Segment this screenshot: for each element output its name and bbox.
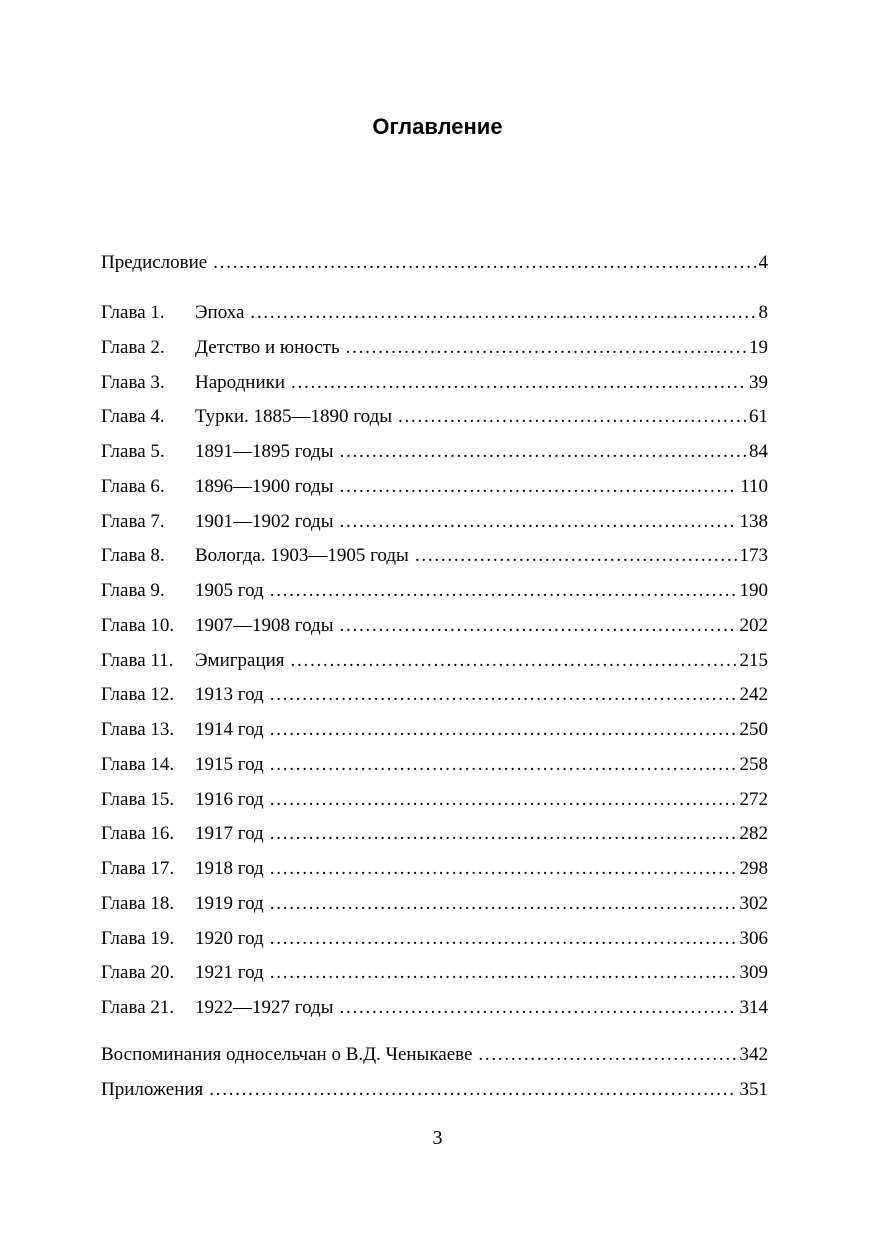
- dot-leader: [270, 787, 737, 813]
- toc-entry-page: 110: [740, 475, 768, 497]
- toc-entry-title: Воспоминания односельчан о В.Д. Ченыкаеве: [101, 1044, 473, 1065]
- page-title: Оглавление: [372, 114, 503, 139]
- chapter-label: Глава 18.: [101, 892, 175, 914]
- dot-leader: [270, 717, 737, 743]
- toc-entry-page: 8: [758, 302, 768, 323]
- toc-entry-page: 314: [739, 997, 768, 1018]
- toc-entry-page: 309: [739, 962, 768, 984]
- toc-entry-title: 1920 год: [195, 927, 264, 949]
- dot-leader: [339, 474, 737, 500]
- dot-leader: [478, 1042, 736, 1068]
- toc-entry-page: 306: [739, 927, 768, 949]
- dot-leader: [339, 613, 736, 639]
- chapter-label: Глава 4.: [101, 406, 165, 428]
- chapter-label: Глава 5.: [101, 441, 165, 462]
- chapter-label: Глава 12.: [101, 684, 175, 706]
- chapter-label: Глава 3.: [101, 371, 165, 393]
- toc-entry-page: 342: [739, 1044, 768, 1065]
- chapter-label: Глава 16.: [101, 823, 175, 845]
- page-number: 3: [432, 1127, 443, 1149]
- dot-leader: [346, 335, 746, 361]
- toc-entry-page: 242: [739, 684, 768, 706]
- toc-entry-title: Вологда. 1903—1905 годы: [195, 545, 409, 567]
- toc-entry-page: 250: [739, 719, 768, 740]
- dot-leader: [270, 752, 737, 778]
- toc-entry-chapter[interactable]: [101, 821, 768, 847]
- chapter-label: Глава 11.: [101, 649, 174, 671]
- toc-entry-title: 1915 год: [195, 753, 264, 775]
- toc-entry-page: 202: [739, 614, 768, 636]
- toc-entry-title: 1918 год: [195, 858, 264, 879]
- toc-entry-title: Предисловие: [101, 252, 208, 273]
- dot-leader: [250, 300, 755, 326]
- toc-entry-page: 138: [739, 510, 768, 532]
- toc-entry-page: 84: [749, 441, 768, 462]
- toc-entry-chapter[interactable]: [101, 578, 768, 604]
- toc-entry-chapter[interactable]: [101, 891, 768, 917]
- toc-entry-page: 4: [758, 252, 768, 273]
- dot-leader: [209, 1077, 736, 1103]
- toc-entry-title: Приложения: [101, 1079, 204, 1100]
- toc-entry-title: Турки. 1885—1890 годы: [195, 406, 393, 428]
- toc-entry-page: 190: [739, 580, 768, 601]
- dot-leader: [291, 370, 746, 396]
- toc-entry-page: 19: [749, 336, 768, 358]
- toc-entry-chapter[interactable]: [101, 613, 768, 639]
- toc-entry-memoirs[interactable]: [101, 1042, 768, 1068]
- toc-entry-chapter[interactable]: [101, 370, 768, 396]
- dot-leader: [291, 648, 737, 674]
- toc-entry-chapter[interactable]: [101, 856, 768, 882]
- toc-entry-page: 298: [739, 858, 768, 879]
- dot-leader: [270, 578, 737, 604]
- toc-entry-page: 61: [749, 406, 768, 428]
- dot-leader: [398, 404, 746, 430]
- chapter-label: Глава 9.: [101, 580, 165, 601]
- chapter-label: Глава 6.: [101, 475, 165, 497]
- toc-entry-title: 1896—1900 годы: [195, 475, 334, 497]
- toc-entry-chapter[interactable]: [101, 717, 768, 743]
- dot-leader: [270, 682, 737, 708]
- toc-entry-chapter[interactable]: [101, 509, 768, 535]
- toc-entry-appendices[interactable]: [101, 1077, 768, 1103]
- chapter-label: Глава 15.: [101, 788, 175, 810]
- dot-leader: [270, 891, 737, 917]
- toc-entry-page: 302: [739, 892, 768, 914]
- dot-leader: [339, 439, 746, 465]
- dot-leader: [270, 821, 737, 847]
- toc-entry-title: Эмиграция: [195, 649, 285, 671]
- toc-entry-title: Народники: [195, 371, 286, 393]
- dot-leader: [339, 509, 736, 535]
- dot-leader: [339, 995, 736, 1021]
- toc-entry-chapter[interactable]: [101, 752, 768, 778]
- toc-entry-chapter[interactable]: [101, 648, 768, 674]
- toc-entry-title: 1921 год: [195, 962, 264, 984]
- toc-entry-page: 258: [739, 753, 768, 775]
- toc-entry-preface[interactable]: [101, 250, 768, 276]
- chapter-label: Глава 19.: [101, 927, 175, 949]
- dot-leader: [270, 856, 737, 882]
- toc-entry-page: 39: [749, 371, 768, 393]
- toc-entry-title: 1919 год: [195, 892, 264, 914]
- toc-entry-chapter[interactable]: [101, 300, 768, 326]
- toc-entry-title: Детство и юность: [195, 336, 340, 358]
- chapter-label: Глава 13.: [101, 719, 175, 740]
- toc-entry-page: 272: [739, 788, 768, 810]
- dot-leader: [415, 543, 737, 569]
- toc-entry-title: 1917 год: [195, 823, 264, 845]
- chapter-label: Глава 14.: [101, 753, 175, 775]
- chapter-label: Глава 21.: [101, 997, 175, 1018]
- toc-entry-chapter[interactable]: [101, 960, 768, 986]
- toc-entry-chapter[interactable]: [101, 404, 768, 430]
- toc-entry-title: Эпоха: [195, 302, 245, 323]
- toc-entry-page: 282: [739, 823, 768, 845]
- chapter-label: Глава 7.: [101, 510, 165, 532]
- chapter-label: Глава 2.: [101, 336, 165, 358]
- toc-entry-chapter[interactable]: [101, 682, 768, 708]
- toc-entry-chapter[interactable]: [101, 439, 768, 465]
- toc-entry-title: 1891—1895 годы: [195, 441, 334, 462]
- toc-entry-title: 1905 год: [195, 580, 264, 601]
- chapter-label: Глава 20.: [101, 962, 175, 984]
- toc-entry-title: 1914 год: [195, 719, 264, 740]
- toc-entry-page: 215: [739, 649, 768, 671]
- chapter-label: Глава 10.: [101, 614, 175, 636]
- toc-entry-chapter[interactable]: [101, 787, 768, 813]
- toc-entry-title: 1916 год: [195, 788, 264, 810]
- toc-entry-chapter[interactable]: [101, 995, 768, 1021]
- dot-leader: [270, 960, 737, 986]
- chapter-label: Глава 17.: [101, 858, 175, 879]
- toc-entry-chapter[interactable]: [101, 474, 768, 500]
- toc-entry-chapter[interactable]: [101, 926, 768, 952]
- toc-entry-chapter[interactable]: [101, 543, 768, 569]
- toc-entry-title: 1922—1927 годы: [195, 997, 334, 1018]
- dot-leader: [213, 250, 755, 276]
- toc-entry-chapter[interactable]: [101, 335, 768, 361]
- dot-leader: [270, 926, 737, 952]
- chapter-label: Глава 8.: [101, 545, 165, 567]
- toc-entry-title: 1901—1902 годы: [195, 510, 334, 532]
- toc-entry-page: 173: [739, 545, 768, 567]
- chapter-label: Глава 1.: [101, 302, 165, 323]
- toc-entry-title: 1907—1908 годы: [195, 614, 334, 636]
- toc-entry-page: 351: [739, 1079, 768, 1100]
- toc-entry-title: 1913 год: [195, 684, 264, 706]
